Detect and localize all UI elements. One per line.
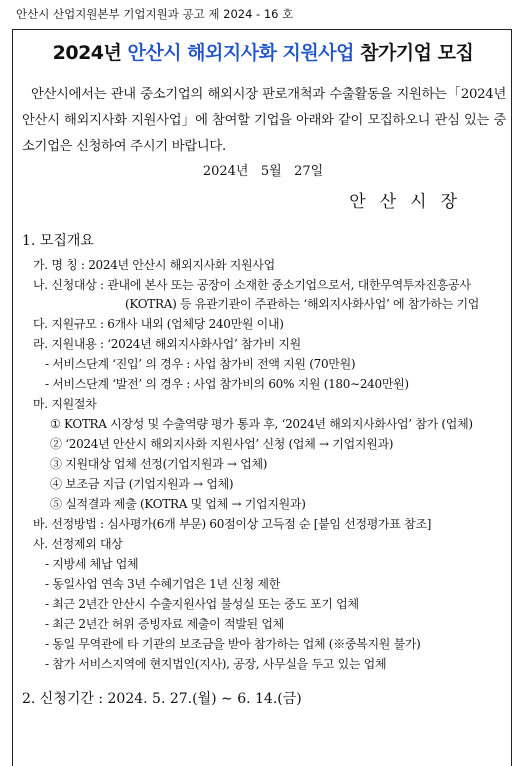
item-procedure: 마. 지원절차 <box>33 397 97 411</box>
procedure-step: ① KOTRA 시장성 및 수출역량 평가 통과 후, ‘2024년 해외지사화사업’ 참가 (업체) <box>50 417 473 431</box>
procedure-step: ⑤ 실적결과 제출 (KOTRA 및 업체 → 기업지원과) <box>50 497 306 511</box>
title-prefix: 2024년 <box>52 42 128 64</box>
section-2-heading: 2. 신청기간 : 2024. 5. 27.(월) ∼ 6. 14.(금) <box>22 691 302 707</box>
intro-paragraph: 안산시에서는 관내 중소기업의 해외시장 판로개척과 수출활동을 지원하는「2024년 안산시 해외지사화 지원사업」에 참여할 기업을 아래와 같이 모집하오니 관심 있는 중소기업은 신청하여 주시기 바랍니다. <box>22 87 506 154</box>
exclusion-item: - 참가 서비스지역에 현지법인(지사), 공장, 사무실을 두고 있는 업체 <box>45 657 387 671</box>
title-suffix: 참가기업 모집 <box>353 42 474 64</box>
exclusion-item: - 최근 2년간 허위 증빙자료 제출이 적발된 업체 <box>45 617 284 631</box>
notice-number: 안산시 산업지원본부 기업지원과 공고 제 2024 - 16 호 <box>16 7 294 21</box>
procedure-step: ③ 지원대상 업체 선정(기업지원과 → 업체) <box>50 457 268 471</box>
item-exclusion: 사. 선정제외 대상 <box>33 537 123 551</box>
exclusion-item: - 지방세 체납 업체 <box>45 557 139 571</box>
title-accent: 안산시 해외지사화 지원사업 <box>127 42 354 64</box>
content-entry-stage: - 서비스단계 ‘진입’ 의 경우 : 사업 참가비 전액 지원 (70만원) <box>45 357 356 371</box>
item-eligibility-cont: (KOTRA) 등 유관기관이 주관하는 ‘해외지사화사업’ 에 참가하는 기업 <box>125 297 480 311</box>
notice-date: 2024년 5월 27일 <box>202 164 324 179</box>
document-title <box>0 38 526 65</box>
content-growth-stage: - 서비스단계 ‘발전’ 의 경우 : 사업 참가비의 60% 지원 (180∼240만원) <box>45 377 409 391</box>
exclusion-item: - 동일 무역관에 타 기관의 보조금을 받아 참가하는 업체 (※중복지원 불가) <box>45 637 421 651</box>
issuer-name: 안산시장 <box>349 192 471 212</box>
procedure-step: ② ‘2024년 안산시 해외지사화 지원사업’ 신청 (업체 → 기업지원과) <box>50 437 394 451</box>
exclusion-item: - 동일사업 연속 3년 수혜기업은 1년 신청 제한 <box>45 577 280 591</box>
item-eligibility: 나. 신청대상 : 관내에 본사 또는 공장이 소재한 중소기업으로서, 대한무역투자진흥공사 <box>33 278 471 292</box>
item-name: 가. 명 칭 : 2024년 안산시 해외지사화 지원사업 <box>33 258 275 272</box>
item-content: 라. 지원내용 : ‘2024년 해외지사화사업’ 참가비 지원 <box>33 337 301 351</box>
section-1-heading: 1. 모집개요 <box>22 233 94 249</box>
item-scale: 다. 지원규모 : 6개사 내외 (업체당 240만원 이내) <box>33 317 284 331</box>
exclusion-item: - 최근 2년간 안산시 수출지원사업 불성실 또는 중도 포기 업체 <box>45 597 359 611</box>
item-selection: 바. 선정방법 : 심사평가(6개 부문) 60점이상 고득점 순 [붙임 선정평가표 참조] <box>33 517 432 531</box>
procedure-step: ④ 보조금 지급 (기업지원과 → 업체) <box>50 477 234 491</box>
